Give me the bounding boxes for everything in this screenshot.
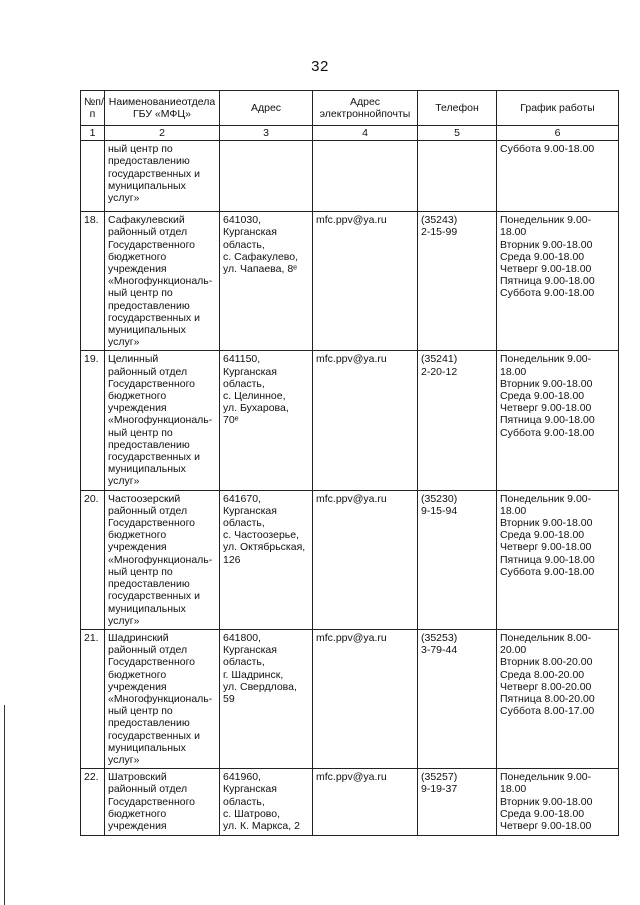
cell-line: 641670, xyxy=(223,492,261,505)
table-row xyxy=(81,629,619,768)
office-schedule xyxy=(497,351,619,490)
cell-line: Адрес xyxy=(250,101,282,114)
office-name xyxy=(105,490,220,629)
cell-line: Пятница 9.00-18.00 xyxy=(500,553,595,566)
cell-line: с. Шатрово, xyxy=(223,807,281,820)
column-number-row xyxy=(81,126,619,141)
office-email xyxy=(313,769,418,836)
cell-line: область, xyxy=(223,377,265,390)
cell-line: учреждения xyxy=(108,541,167,554)
cell-line: 9-15-94 xyxy=(421,504,458,517)
cell-line: 20.00 xyxy=(500,644,527,657)
office-schedule xyxy=(497,212,619,351)
cell-line: учреждения xyxy=(108,680,167,693)
cell-line: районный отдел xyxy=(108,644,188,657)
cell-line: услуг» xyxy=(108,192,140,205)
cell-line: Государственного xyxy=(108,238,196,251)
cell-line: Целинный xyxy=(108,353,159,366)
cell-line: Среда 9.00-18.00 xyxy=(500,250,585,263)
cell-line: ул. Свердлова, xyxy=(223,680,297,693)
cell-line: Среда 8.00-20.00 xyxy=(500,668,585,681)
cell-line: ул. Чапаева, 8ᵉ xyxy=(223,263,298,276)
cell-line: Вторник 9.00-18.00 xyxy=(500,517,593,530)
column-number: 6 xyxy=(497,126,619,141)
cell-line: Шатровский xyxy=(108,771,167,784)
cell-line: муниципальных xyxy=(108,463,186,476)
cell-line: ул. Бухарова, xyxy=(223,402,289,415)
office-phone xyxy=(418,629,497,768)
cell-line: учреждения xyxy=(108,402,167,415)
table-row xyxy=(81,490,619,629)
cell-line: Телефон xyxy=(435,101,479,114)
cell-line: 18.00 xyxy=(500,365,527,378)
cell-line: учреждения xyxy=(108,819,167,832)
cell-line: ный центр по xyxy=(108,565,173,578)
office-address xyxy=(220,769,313,836)
cell-line: № xyxy=(84,95,96,108)
cell-line: Курганская xyxy=(223,504,277,517)
column-number: 2 xyxy=(105,126,220,141)
cell-line: Суббота 9.00-18.00 xyxy=(500,426,595,439)
cell-line: учреждения xyxy=(108,263,167,276)
cell-line: 18.00 xyxy=(500,504,527,517)
cell-line: Вторник 9.00-18.00 xyxy=(500,377,593,390)
office-name xyxy=(105,141,220,212)
cell-line: Частоозерский xyxy=(108,492,181,505)
office-schedule xyxy=(497,490,619,629)
cell-line: mfc.ppv@ya.ru xyxy=(316,214,387,227)
cell-line: муниципальных xyxy=(108,602,186,615)
table-row xyxy=(81,141,619,212)
cell-line: Курганская xyxy=(223,226,277,239)
cell-line: с. Целинное, xyxy=(223,390,286,403)
cell-line: ный центр по xyxy=(108,287,173,300)
cell-line: Понедельник 9.00- xyxy=(500,771,592,784)
cell-line: 70ᵉ xyxy=(223,414,239,427)
cell-line: Суббота 9.00-18.00 xyxy=(500,565,595,578)
table-row xyxy=(81,769,619,836)
cell-line: предоставлению xyxy=(108,438,190,451)
office-address xyxy=(220,212,313,351)
cell-line: бюджетного xyxy=(108,529,167,542)
cell-line: «Многофункциональ- xyxy=(108,275,213,288)
table-header-row xyxy=(81,91,619,126)
cell-line: 18.00 xyxy=(500,783,527,796)
header-schedule xyxy=(497,91,619,126)
cell-line: 2-15-99 xyxy=(421,226,458,239)
cell-line: Понедельник 9.00- xyxy=(500,353,592,366)
header-email xyxy=(313,91,418,126)
cell-line: 641960, xyxy=(223,771,261,784)
office-schedule xyxy=(497,141,619,212)
cell-line: Понедельник 8.00- xyxy=(500,631,592,644)
cell-line: Вторник 8.00-20.00 xyxy=(500,656,593,669)
office-email xyxy=(313,212,418,351)
office-email xyxy=(313,629,418,768)
cell-line: бюджетного xyxy=(108,668,167,681)
cell-line: 641150, xyxy=(223,353,261,366)
cell-line: предоставлению xyxy=(108,578,190,591)
cell-line: г. Шадринск, xyxy=(223,668,284,681)
cell-line: Четверг 8.00-20.00 xyxy=(500,680,592,693)
scan-margin-line xyxy=(4,705,5,905)
cell-line: «Многофункциональ- xyxy=(108,553,213,566)
cell-line: Наименование xyxy=(108,95,182,108)
cell-line: бюджетного xyxy=(108,390,167,403)
cell-line: «Многофункциональ- xyxy=(108,692,213,705)
cell-line: Понедельник 9.00- xyxy=(500,492,592,505)
cell-line: (35253) xyxy=(421,631,458,644)
cell-line: Среда 9.00-18.00 xyxy=(500,807,585,820)
row-number: 18. xyxy=(81,212,105,351)
cell-line: Четверг 9.00-18.00 xyxy=(500,402,592,415)
cell-line: Государственного xyxy=(108,517,196,530)
cell-line: (35241) xyxy=(421,353,458,366)
cell-line: 126 xyxy=(223,553,241,566)
table-row xyxy=(81,212,619,351)
page-number: 32 xyxy=(311,58,329,75)
cell-line: с. Частоозерье, xyxy=(223,529,300,542)
office-name xyxy=(105,351,220,490)
cell-line: Пятница 9.00-18.00 xyxy=(500,275,595,288)
cell-line: п/п xyxy=(89,95,104,120)
cell-line: Понедельник 9.00- xyxy=(500,214,592,227)
table-row xyxy=(81,351,619,490)
header-num xyxy=(81,91,105,126)
cell-line: 2-20-12 xyxy=(421,365,458,378)
cell-line: Вторник 9.00-18.00 xyxy=(500,238,593,251)
cell-line: услуг» xyxy=(108,475,140,488)
cell-line: предоставлению xyxy=(108,717,190,730)
cell-line: (35257) xyxy=(421,771,458,784)
office-phone xyxy=(418,351,497,490)
cell-line: 18.00 xyxy=(500,226,527,239)
cell-line: График работы xyxy=(520,101,595,114)
cell-line: Суббота 9.00-18.00 xyxy=(500,143,595,156)
cell-line: Среда 9.00-18.00 xyxy=(500,529,585,542)
header-phone xyxy=(418,91,497,126)
cell-line: услуг» xyxy=(108,336,140,349)
cell-line: (35230) xyxy=(421,492,458,505)
cell-line: районный отдел xyxy=(108,365,188,378)
office-address xyxy=(220,141,313,212)
cell-line: районный отдел xyxy=(108,504,188,517)
cell-line: Среда 9.00-18.00 xyxy=(500,390,585,403)
office-name xyxy=(105,212,220,351)
cell-line: Сафакулевский xyxy=(108,214,185,227)
office-email xyxy=(313,351,418,490)
office-phone xyxy=(418,490,497,629)
office-email xyxy=(313,490,418,629)
office-phone xyxy=(418,141,497,212)
cell-line: бюджетного xyxy=(108,250,167,263)
cell-line: государственных и xyxy=(108,729,200,742)
cell-line: mfc.ppv@ya.ru xyxy=(316,492,387,505)
office-address xyxy=(220,629,313,768)
cell-line: Вторник 9.00-18.00 xyxy=(500,795,593,808)
cell-line: государственных и xyxy=(108,590,200,603)
cell-line: ный центр по xyxy=(108,426,173,439)
cell-line: бюджетного xyxy=(108,807,167,820)
cell-line: почты xyxy=(381,108,411,120)
cell-line: с. Сафакулево, xyxy=(223,250,299,263)
cell-line: ул. Октябрьская, xyxy=(223,541,306,554)
column-number: 5 xyxy=(418,126,497,141)
office-address xyxy=(220,351,313,490)
cell-line: муниципальных xyxy=(108,741,186,754)
cell-line: Четверг 9.00-18.00 xyxy=(500,819,592,832)
cell-line: услуг» xyxy=(108,753,140,766)
row-number: 20. xyxy=(81,490,105,629)
cell-line: 641030, xyxy=(223,214,261,227)
cell-line: область, xyxy=(223,238,265,251)
office-name xyxy=(105,769,220,836)
cell-line: Четверг 9.00-18.00 xyxy=(500,263,592,276)
cell-line: 59 xyxy=(223,692,235,705)
cell-line: (35243) xyxy=(421,214,458,227)
office-schedule xyxy=(497,769,619,836)
column-number: 4 xyxy=(313,126,418,141)
cell-line: ный центр по xyxy=(108,143,173,156)
mfc-offices-table xyxy=(80,90,619,836)
cell-line: Государственного xyxy=(108,795,196,808)
cell-line: услуг» xyxy=(108,614,140,627)
cell-line: Государственного xyxy=(108,656,196,669)
cell-line: ный центр по xyxy=(108,705,173,718)
cell-line: mfc.ppv@ya.ru xyxy=(316,631,387,644)
office-name xyxy=(105,629,220,768)
office-phone xyxy=(418,212,497,351)
cell-line: 9-19-37 xyxy=(421,783,458,796)
cell-line: районный отдел xyxy=(108,226,188,239)
column-number: 1 xyxy=(81,126,105,141)
cell-line: mfc.ppv@ya.ru xyxy=(316,771,387,784)
cell-line: государственных и xyxy=(108,167,200,180)
cell-line: отдела ГБУ «МФЦ» xyxy=(133,95,216,120)
cell-line: 641800, xyxy=(223,631,261,644)
cell-line: государственных и xyxy=(108,451,200,464)
column-number: 3 xyxy=(220,126,313,141)
cell-line: Курганская xyxy=(223,783,277,796)
cell-line: Курганская xyxy=(223,365,277,378)
cell-line: Курганская xyxy=(223,644,277,657)
row-number: 21. xyxy=(81,629,105,768)
office-email xyxy=(313,141,418,212)
office-address xyxy=(220,490,313,629)
cell-line: государственных и xyxy=(108,311,200,324)
cell-line: область, xyxy=(223,517,265,530)
header-name xyxy=(105,91,220,126)
row-number: 19. xyxy=(81,351,105,490)
cell-line: Суббота 8.00-17.00 xyxy=(500,705,595,718)
cell-line: Государственного xyxy=(108,377,196,390)
cell-line: mfc.ppv@ya.ru xyxy=(316,353,387,366)
cell-line: Шадринский xyxy=(108,631,169,644)
header-address xyxy=(220,91,313,126)
cell-line: предоставлению xyxy=(108,155,190,168)
cell-line: область, xyxy=(223,656,265,669)
cell-line: Четверг 9.00-18.00 xyxy=(500,541,592,554)
cell-line: ул. К. Маркса, 2 xyxy=(223,819,300,832)
office-phone xyxy=(418,769,497,836)
cell-line: муниципальных xyxy=(108,179,186,192)
cell-line: 3-79-44 xyxy=(421,644,458,657)
cell-line: Суббота 9.00-18.00 xyxy=(500,287,595,300)
cell-line: муниципальных xyxy=(108,324,186,337)
cell-line: Пятница 8.00-20.00 xyxy=(500,692,595,705)
cell-line: предоставлению xyxy=(108,299,190,312)
office-schedule xyxy=(497,629,619,768)
cell-line: «Многофункциональ- xyxy=(108,414,213,427)
cell-line: Адрес электронной xyxy=(319,95,382,120)
cell-line: область, xyxy=(223,795,265,808)
row-number xyxy=(81,141,105,212)
cell-line: районный отдел xyxy=(108,783,188,796)
row-number: 22. xyxy=(81,769,105,836)
cell-line: Пятница 9.00-18.00 xyxy=(500,414,595,427)
